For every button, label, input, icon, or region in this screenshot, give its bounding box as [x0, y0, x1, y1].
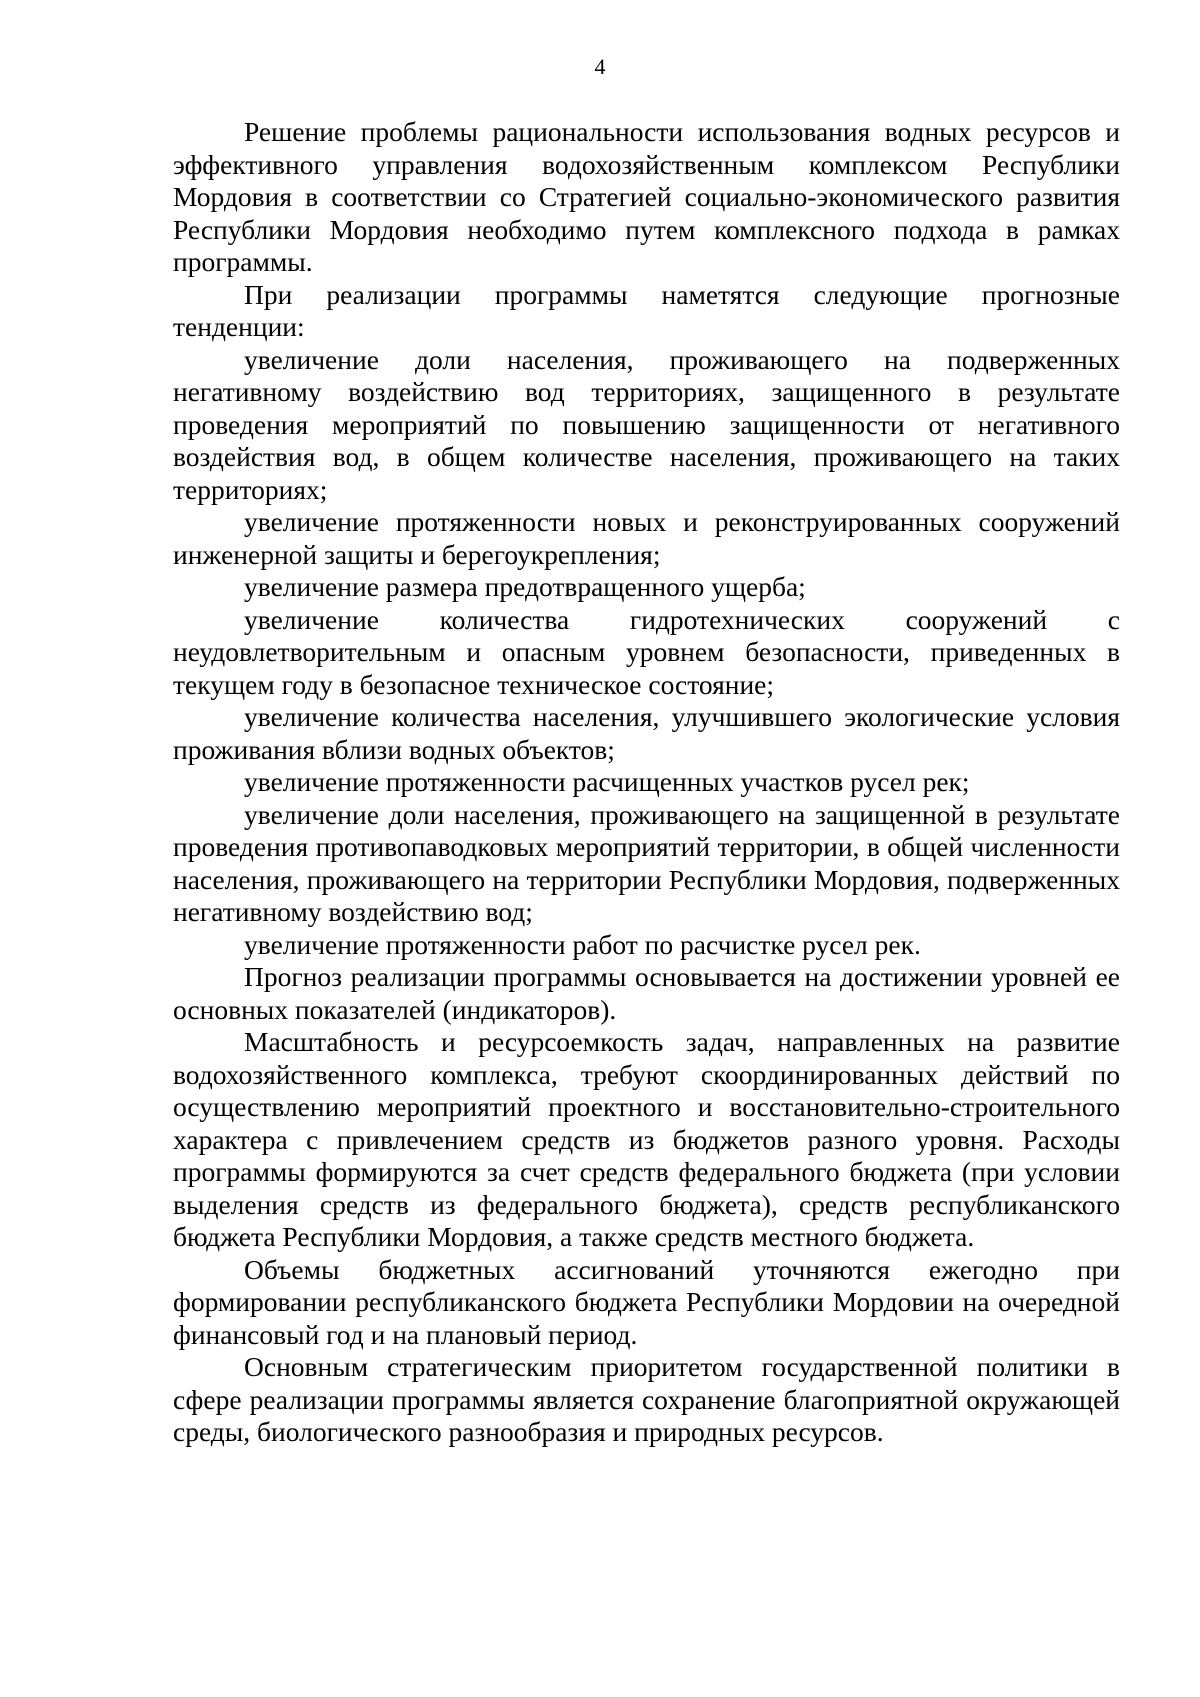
paragraph: Основным стратегическим приоритетом государственной политики в сфере реализации программы является сохранение благоприятной окружающей среды, биологического разнообразия и природных ресурсов.	[173, 1351, 1120, 1447]
paragraph: При реализации программы наметятся следующие прогнозные тенденции:	[173, 278, 1120, 342]
list-item-forecast: увеличение доли населения, проживающего на подверженных негативному воздействию вод территориях, защищенного в результате проведения мероприятий по повышению защищенности от негативного воздействия вод, в общем количестве населения, проживающего на таких территориях;	[173, 343, 1120, 505]
paragraph: Масштабность и ресурсоемкость задач, направленных на развитие водохозяйственного комплекса, требуют скоординированных действий по осуществлению мероприятий проектного и восстановительно-строительного характера с привлечением средств из бюджетов разного уровня. Расходы программы формируются за счет средств федерального бюджета (при условии выделения средств из федерального бюджета), средств республиканского бюджета Республики Мордовия, а также средств местного бюджета.	[173, 1026, 1120, 1252]
list-item-forecast: увеличение размера предотвращенного ущерба;	[244, 571, 806, 602]
page-number: 4	[594, 54, 606, 79]
paragraph: Решение проблемы рациональности использования водных ресурсов и эффективного управления водохозяйственным комплексом Республики Мордовия в соответствии со Стратегией социально-экономического развития Республики Мордовия необходимо путем комплексного подхода в рамках программы.	[173, 116, 1120, 277]
list-item-forecast: увеличение протяженности расчищенных участков русел рек;	[244, 766, 970, 797]
paragraph: Объемы бюджетных ассигнований уточняются ежегодно при формировании республиканского бюджета Республики Мордовии на очередной финансовый год и на плановый период.	[173, 1253, 1120, 1350]
document-body	[173, 116, 1120, 1449]
list-item-forecast: увеличение количества гидротехнических сооружений с неудовлетворительным и опасным уровнем безопасности, приведенных в текущем году в безопасное техническое состояние;	[173, 603, 1120, 700]
list-item-forecast: увеличение протяженности работ по расчистке русел рек.	[244, 928, 921, 960]
paragraph: Прогноз реализации программы основывается на достижении уровней ее основных показателей (индикаторов).	[173, 961, 1120, 1025]
list-item-forecast: увеличение доли населения, проживающего на защищенной в результате проведения противопаводковых мероприятий территории, в общей численности населения, проживающего на территории Республики Мордовия, подверженных негативному воздействию вод;	[173, 798, 1120, 927]
list-item-forecast: увеличение протяженности новых и реконструированных сооружений инженерной защиты и берегоукрепления;	[173, 506, 1120, 570]
list-item-forecast: увеличение количества населения, улучшившего экологические условия проживания вблизи водных объектов;	[173, 701, 1120, 765]
